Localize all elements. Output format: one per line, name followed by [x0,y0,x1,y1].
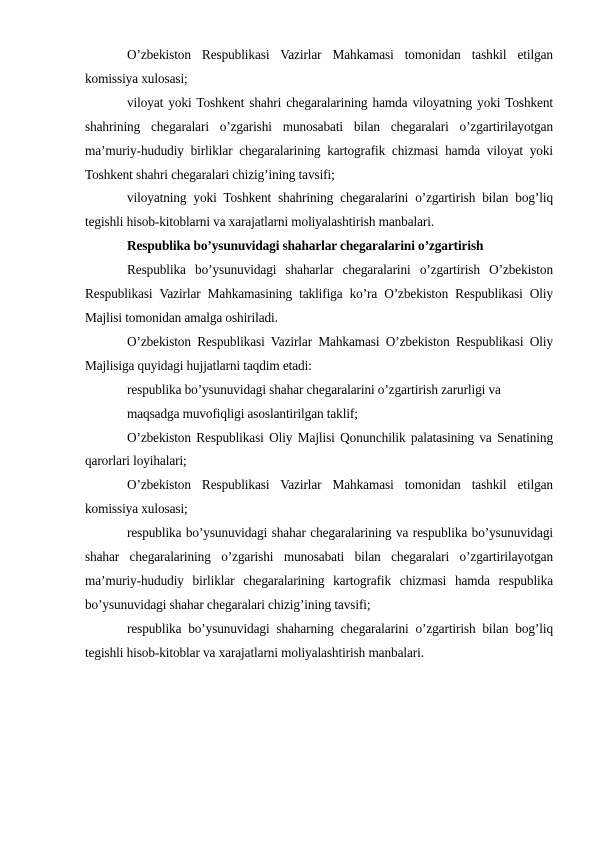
paragraph-commission-conclusion: O’zbekiston Respublikasi Vazirlar Mahkamasi tomonidan tashkil etilgan komissiya xulosasi; [85,47,553,86]
document-body [85,43,553,665]
paragraph-cabinet-submits: O’zbekiston Respublikasi Vazirlar Mahkamasi O’zbekiston Respublikasi Oliy Majlisiga quyidagi hujjatlarni taqdim etadi: [85,333,553,373]
paragraph-region-boundary-map: viloyat yoki Toshkent shahri chegaralarining hamda viloyatning yoki Toshkent shahrining chegaralari o’zgarishi munosabati bilan chegaralari o’zgartirilayotgan ma’muriy-hududiy birliklar chegaralarining kartografik chizmasi hamda viloyat yoki Toshkent shahri chegaralari chizig’ining tavsifi; [85,94,553,182]
list-item-city-financing-sources: respublika bo’ysunuvidagi shaharning chegaralarini o’zgartirish bilan bog’liq tegishli hisob-kitoblar va xarajatlarni moliyalashtirish manbalari. [85,620,553,660]
paragraph-city-boundary-change: Respublika bo’ysunuvidagi shaharlar chegaralarini o’zgartirish O’zbekiston Respublikasi Vazirlar Mahkamasining taklifiga ko’ra O’zbekiston Respublikasi Oliy Majlisi tomonidan amalga oshiriladi. [85,262,553,325]
list-item-proposal: maqsadga muvofiqligi asoslantirilgan taklif; [127,405,358,421]
list-item-draft-resolutions: O’zbekiston Respublikasi Oliy Majlisi Qonunchilik palatasining va Senatining qarorlari loyihalari; [85,429,553,469]
list-item-city-boundary-map: respublika bo’ysunuvidagi shahar chegaralarining va respublika bo’ysunuvidagi shahar chegaralarining o’zgarishi munosabati bilan chegaralari o’zgartirilayotgan ma’muriy-hududiy birliklar chegaralarining kartografik chizmasi hamda respublika bo’ysunuvidagi shahar chegaralari chizig’ining tavsifi; [85,525,553,612]
paragraph-region-financing-sources: viloyatning yoki Toshkent shahrining chegaralarini o’zgartirish bilan bog’liq tegishli hisob-kitoblarni va xarajatlarni moliyalashtirish manbalari. [85,190,553,230]
section-heading: Respublika bo’ysunuvidagi shaharlar chegaralarini o’zgartirish [127,238,484,254]
list-item-necessity: respublika bo’ysunuvidagi shahar chegaralarini o’zgartirish zarurligi va [127,381,501,397]
list-item-commission-conclusion: O’zbekiston Respublikasi Vazirlar Mahkamasi tomonidan tashkil etilgan komissiya xulosasi; [85,477,553,517]
